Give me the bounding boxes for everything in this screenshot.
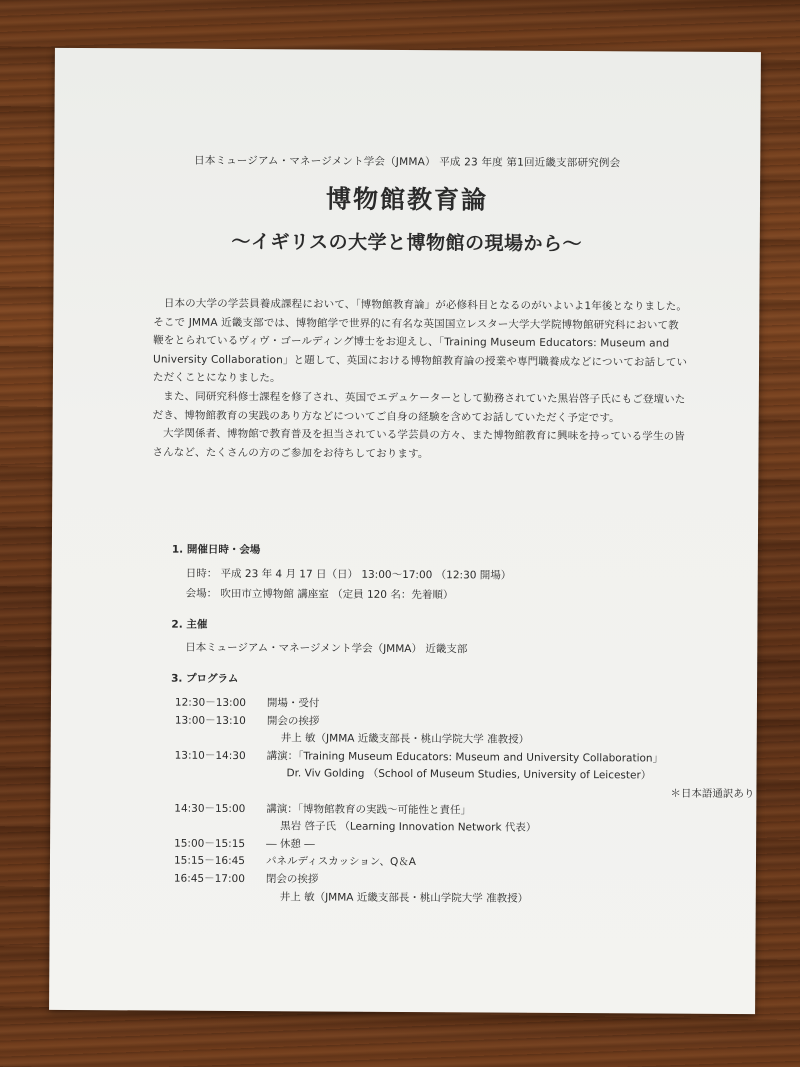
program-item: 講演：「Training Museum Educators: Museum and University Collaboration」 xyxy=(266,749,664,765)
program-time: 12:30－13:00 xyxy=(174,696,247,710)
program-item: パネルディスカッション、Q＆A xyxy=(265,855,416,869)
flyer-paper xyxy=(49,48,761,1014)
program-row xyxy=(174,888,674,909)
program-time: 13:00－13:10 xyxy=(174,714,246,727)
section-title-datetime: 1. 開催日時・会場 xyxy=(171,543,261,557)
program-time: 15:00－15:15 xyxy=(174,837,246,850)
program-time: 15:15－16:45 xyxy=(173,854,246,868)
document-subtitle: ～イギリスの大学と博物館の現場から～ xyxy=(231,230,583,256)
intro-paragraph: また、同研究科修士課程を修了され、英国でエデュケーターとして勤務されていた黒岩啓子氏にもご登壇いただき、博物館教育の実践のあり方などについてご自身の経験を含めてお話していただく予定です。 xyxy=(152,390,686,424)
program-speaker: 井上 敏（JMMA 近畿支部長・桃山学院大学 准教授） xyxy=(279,890,529,905)
organizer-name: 日本ミュージアム・マネージメント学会（JMMA） 近畿支部 xyxy=(185,641,468,656)
program-time: 14:30－15:00 xyxy=(174,802,246,815)
intro-text xyxy=(152,294,689,465)
program-item: 開会の挨拶 xyxy=(266,714,320,728)
interpretation-note: ＊日本語通訳あり xyxy=(670,787,755,801)
program-item: 開場・受付 xyxy=(266,697,320,710)
intro-paragraph: 大学関係者、博物館で教育普及を担当されている学芸員の方々、また博物館教育に興味を持っている学生の皆さんなど、たくさんの方のご参加をお待ちしております。 xyxy=(152,427,685,460)
program-item: 講演：「博物館教育の実践～可能性と責任」 xyxy=(266,802,472,816)
program-list xyxy=(173,695,755,909)
document-title: 博物館教育論 xyxy=(325,184,489,215)
program-item: 閉会の挨拶 xyxy=(265,873,319,886)
program-time: 13:10－14:30 xyxy=(174,749,246,762)
program-time: 16:45－17:00 xyxy=(173,872,245,885)
section-title-organizer: 2. 主催 xyxy=(171,618,208,631)
intro-paragraph: 日本の大学の学芸員養成課程において、「博物館教育論」が必修科目となるのがいよいよ1年後となりました。 そこで JMMA 近畿支部では、博物館学で世界的に有名な英国国立レスター大学大学院博物館研究科において教鞭をとられているヴィヴ・ゴールディング博士をお迎えし、「Training Museum Educators: Museum and University Collaboration」と題して、英国における博物館教育論の授業や専門職養成などについてお話していただくことになりました。 xyxy=(152,297,688,385)
program-speaker: Dr. Viv Golding （School of Museum Studies, University of Leicester） xyxy=(286,767,652,782)
program-speaker: 黒岩 啓子氏 （Learning Innovation Network 代表） xyxy=(280,820,537,834)
organization-line: 日本ミュージアム・マネージメント学会（JMMA） 平成 23 年度 第1回近畿支部研究例会 xyxy=(194,154,621,170)
section-title-program: 3. プログラム xyxy=(171,672,239,685)
program-item: ― 休憩 ― xyxy=(266,837,315,851)
event-venue: 会場： 吹田市立博物館 講座室 （定員 120 名：先着順） xyxy=(185,587,454,602)
program-speaker: 井上 敏（JMMA 近畿支部長・桃山学院大学 准教授） xyxy=(280,732,530,746)
event-date: 日時： 平成 23 年 4 月 17 日（日） 13:00～17:00 （12:30 開場） xyxy=(185,567,512,582)
